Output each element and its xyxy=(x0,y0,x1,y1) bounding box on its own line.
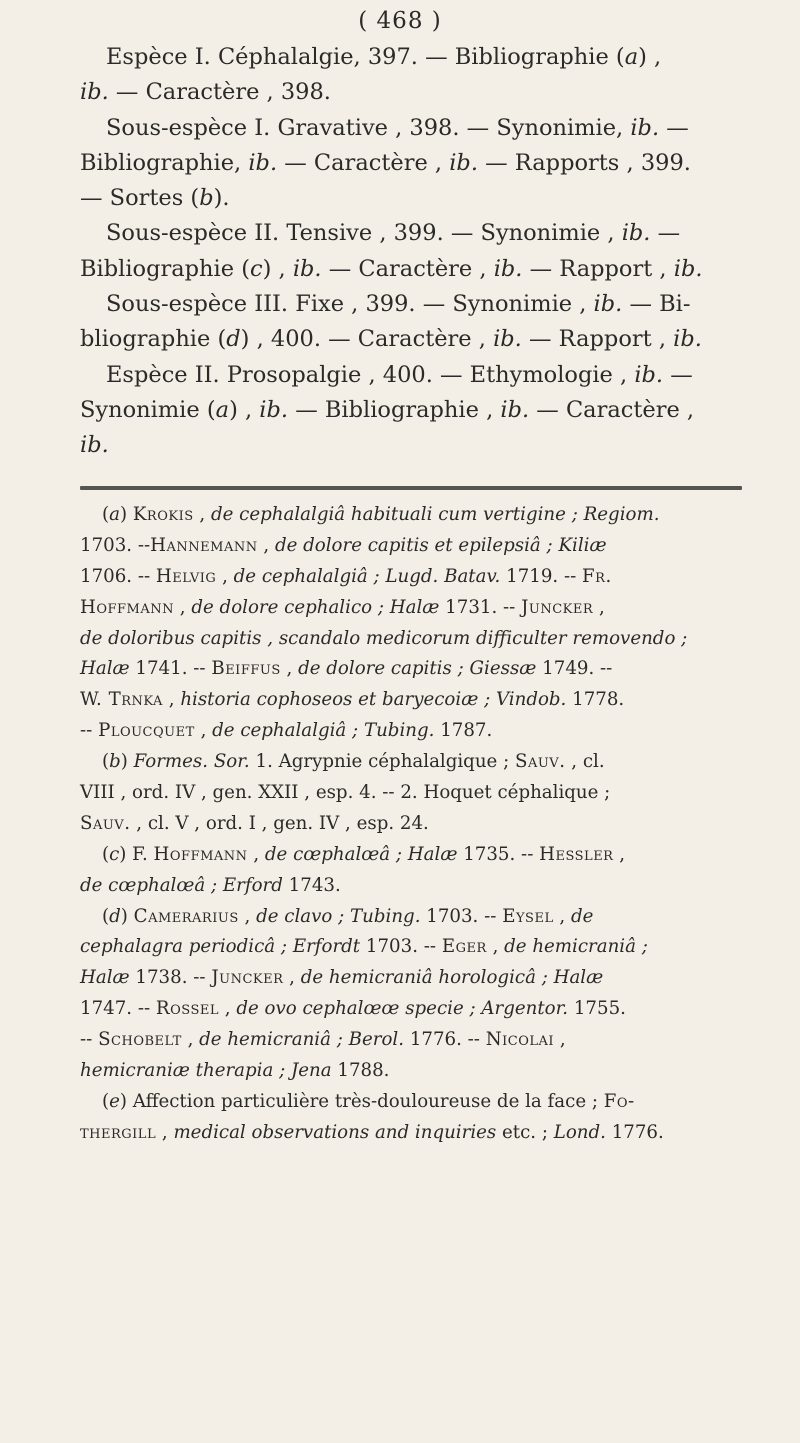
text-segment: — xyxy=(650,220,681,247)
text-segment: 1743. xyxy=(282,874,341,896)
text-segment: c xyxy=(249,255,263,282)
toc-line xyxy=(80,146,740,181)
text-segment: Sous-espèce III. Fixe , 399. — Synonimie , xyxy=(106,291,594,318)
text-segment: de hemicraniâ horologicâ ; Halæ xyxy=(300,967,604,989)
footnote-line xyxy=(80,902,742,933)
text-segment: , xyxy=(554,1029,566,1051)
footnote-line xyxy=(80,654,742,685)
text-segment: W. Trnka xyxy=(80,689,163,711)
footnote-line xyxy=(80,747,742,778)
text-segment: Sous-espèce II. Tensive , 399. — Synonimie , xyxy=(106,220,622,247)
text-segment: thergill xyxy=(80,1121,157,1143)
text-segment: — Sortes ( xyxy=(80,185,200,212)
text-segment: 1749. -- xyxy=(536,658,613,680)
text-segment: cephalagra periodicâ ; Erfordt xyxy=(80,936,361,958)
text-segment: ) xyxy=(119,504,133,525)
toc-line xyxy=(80,181,740,216)
text-segment: 1735. -- xyxy=(457,843,540,865)
text-segment: — xyxy=(659,114,689,141)
text-segment: a xyxy=(109,504,120,525)
text-segment: Hessler xyxy=(539,843,614,865)
toc-line xyxy=(80,322,740,357)
text-segment: Synonimie ( xyxy=(80,396,216,423)
text-segment: Fr. xyxy=(582,565,612,587)
text-segment: , xyxy=(553,905,571,927)
text-segment: d xyxy=(226,326,241,353)
text-segment: , xyxy=(181,1029,200,1051)
text-segment: Helvig xyxy=(155,565,217,587)
text-segment: Ploucquet xyxy=(98,720,195,742)
text-segment: hemicraniæ therapia ; Jena xyxy=(80,1060,332,1082)
text-segment: ib. xyxy=(493,326,522,353)
footnote-line xyxy=(80,994,742,1025)
footnotes xyxy=(80,500,742,1149)
page-number: ( 468 ) xyxy=(358,8,442,34)
text-segment: Halæ xyxy=(80,658,130,680)
text-segment: 1787. xyxy=(434,720,493,742)
text-segment: ib. xyxy=(449,149,478,176)
text-segment: ib. xyxy=(593,291,623,318)
text-segment: ib. xyxy=(248,149,278,176)
text-segment: Espèce I. Céphalalgie, 397. — Bibliographie ( xyxy=(106,44,625,70)
separator-rule xyxy=(80,486,742,490)
text-segment: Sauv. xyxy=(515,751,566,773)
text-segment: de cephalalgiâ habituali cum vertigine ; Regiom. xyxy=(211,504,660,525)
text-segment: — Bibliographie , xyxy=(288,396,501,423)
footnote-line xyxy=(80,500,742,531)
text-segment: , cl. xyxy=(565,751,605,773)
text-segment: c xyxy=(109,843,120,865)
text-segment: , cl. V , ord. I , gen. IV , esp. 24. xyxy=(130,812,429,834)
text-segment: ib. xyxy=(630,114,660,141)
text-segment: ) , xyxy=(229,396,260,423)
text-segment: -- xyxy=(80,720,99,742)
text-segment: — Rapport , xyxy=(521,326,674,353)
text-segment: ( xyxy=(102,751,110,773)
footnote-line xyxy=(80,840,742,871)
text-segment: — Caractère , xyxy=(277,149,450,176)
text-segment: ib. xyxy=(673,326,702,353)
text-segment: ib. xyxy=(500,396,530,423)
text-segment: , xyxy=(593,596,605,618)
text-segment: — Caractère , xyxy=(529,396,695,423)
text-segment: ib. xyxy=(80,432,109,459)
text-segment: Schobelt xyxy=(98,1029,182,1051)
text-segment: ib. xyxy=(292,255,322,282)
toc-line xyxy=(80,40,740,75)
text-segment: a xyxy=(215,396,230,423)
table-of-contents xyxy=(80,40,740,464)
text-segment: ) xyxy=(120,751,134,773)
footnote-line xyxy=(80,685,742,716)
text-segment: 1703. -- xyxy=(420,905,503,927)
text-segment: 1738. -- xyxy=(129,967,212,989)
toc-line xyxy=(80,75,740,110)
toc-line xyxy=(80,358,740,393)
text-segment: Lond. xyxy=(553,1121,606,1143)
footnote-line xyxy=(80,562,742,593)
text-segment: , xyxy=(257,534,275,556)
text-segment: 1778. xyxy=(566,689,625,711)
text-segment: — Rapport , xyxy=(522,255,674,282)
text-segment: -- xyxy=(80,1029,99,1051)
footnote-line xyxy=(80,871,742,902)
text-segment: 1706. -- xyxy=(80,565,156,587)
text-segment: bliographie ( xyxy=(80,326,227,353)
text-segment: Nicolai xyxy=(485,1029,555,1051)
footnote-line xyxy=(80,593,742,624)
footnote-line xyxy=(80,778,742,809)
text-segment: 1755. xyxy=(568,998,626,1020)
text-segment: historia cophoseos et baryecoiæ ; Vindob. xyxy=(180,689,567,711)
text-segment: , xyxy=(283,967,301,989)
text-segment: ) , 400. — Caractère , xyxy=(240,326,494,353)
text-segment: ib. xyxy=(80,79,109,106)
footnote-line xyxy=(80,1025,742,1056)
text-segment: de cœphalœâ ; Halæ xyxy=(264,843,458,865)
text-segment: — Rapports , 399. xyxy=(477,149,691,176)
text-segment: , xyxy=(162,689,181,711)
text-segment: ) , xyxy=(638,44,662,70)
text-segment: 1776. xyxy=(605,1121,664,1143)
text-segment: ( xyxy=(102,504,110,525)
text-segment: Espèce II. Prosopalgie , 400. — Ethymologie , xyxy=(106,361,635,388)
toc-line xyxy=(80,393,740,428)
text-segment: 1741. -- xyxy=(129,658,212,680)
text-segment: , xyxy=(218,998,237,1020)
text-segment: etc. ; xyxy=(496,1121,554,1143)
text-segment: de hemicraniâ ; Berol. xyxy=(199,1029,405,1051)
text-segment: de cephalalgiâ ; Lugd. Batav. xyxy=(233,565,501,587)
toc-line xyxy=(80,111,740,146)
footnote-line xyxy=(80,1056,742,1087)
text-segment: ). xyxy=(213,185,230,212)
text-segment: ib. xyxy=(621,220,651,247)
text-segment: , xyxy=(613,843,626,865)
text-segment: ) F. xyxy=(119,843,154,865)
text-segment: — xyxy=(663,361,693,388)
footnote-line xyxy=(80,1118,742,1149)
toc-line xyxy=(80,252,740,287)
footnote-line xyxy=(80,624,742,655)
text-segment: 1747. -- xyxy=(80,998,156,1020)
text-segment: Bibliographie, xyxy=(80,149,249,176)
text-segment: de dolore cephalico ; Halæ xyxy=(191,596,440,618)
text-segment: ( xyxy=(102,1090,110,1112)
text-segment: Beiffus xyxy=(211,658,281,680)
text-segment: de xyxy=(570,905,594,927)
text-segment: , xyxy=(193,504,211,525)
text-segment: medical observations and inquiries xyxy=(173,1121,497,1143)
text-segment: , xyxy=(280,658,299,680)
text-segment: Camerarius xyxy=(133,905,239,927)
text-segment: , xyxy=(238,905,257,927)
footnote-line xyxy=(80,1087,742,1118)
text-segment: 1719. -- xyxy=(500,565,583,587)
text-segment: VIII , ord. IV , gen. XXII , esp. 4. -- 2. Hoquet céphalique ; xyxy=(80,782,611,804)
footnote-line xyxy=(80,963,742,994)
text-segment: Halæ xyxy=(80,967,130,989)
text-segment: ib. xyxy=(634,361,664,388)
text-segment: Sous-espèce I. Gravative , 398. — Synonimie, xyxy=(106,114,631,141)
text-segment: Rossel xyxy=(155,998,219,1020)
text-segment: de hemicraniâ ; xyxy=(504,936,648,958)
text-segment: Formes. Sor. xyxy=(133,751,250,773)
text-segment: Eger xyxy=(441,936,487,958)
text-segment: de ovo cephalœœ specie ; Argentor. xyxy=(236,998,569,1020)
text-segment: ) , xyxy=(262,255,293,282)
text-segment: Hoffmann xyxy=(80,596,175,618)
text-segment: — Caractère , xyxy=(321,255,494,282)
text-segment: a xyxy=(624,44,639,70)
text-segment: 1788. xyxy=(331,1060,390,1082)
text-segment: Krokis xyxy=(132,504,194,525)
text-segment: Juncker xyxy=(521,596,594,618)
text-segment: , xyxy=(156,1121,174,1143)
toc-line xyxy=(80,287,740,322)
text-segment: ) xyxy=(120,905,134,927)
text-segment: 1731. -- xyxy=(439,596,522,618)
text-segment: 1703. -- xyxy=(80,534,151,556)
text-segment: — Caractère , 398. xyxy=(108,79,331,106)
text-segment: , xyxy=(247,843,265,865)
text-segment: de doloribus capitis , scandalo medicorum difficulter removendo ; xyxy=(80,627,688,649)
footnote-line xyxy=(80,932,742,963)
text-segment: ib. xyxy=(259,396,289,423)
text-segment: Hannemann xyxy=(150,534,258,556)
text-segment: , xyxy=(174,596,192,618)
text-segment: Fo- xyxy=(603,1090,635,1112)
text-segment: Bibliographie ( xyxy=(80,255,250,282)
text-segment: , xyxy=(216,565,234,587)
text-segment: ) Affection particulière très-douloureuse de la face ; xyxy=(119,1090,604,1112)
text-segment: 1776. -- xyxy=(404,1029,486,1051)
footnote-line xyxy=(80,716,742,747)
text-segment: — Bi- xyxy=(622,291,691,318)
footnote-line xyxy=(80,531,742,562)
text-segment: de cephalalgiâ ; Tubing. xyxy=(212,720,435,742)
text-segment: , xyxy=(194,720,213,742)
text-segment: , xyxy=(486,936,505,958)
toc-line xyxy=(80,428,740,463)
text-segment: Eysel xyxy=(502,905,554,927)
text-segment: de dolore capitis ; Giessæ xyxy=(298,658,537,680)
text-segment: de clavo ; Tubing. xyxy=(256,905,421,927)
text-segment: Juncker xyxy=(211,967,284,989)
text-segment: Sauv. xyxy=(80,812,131,834)
text-segment: de dolore capitis et epilepsiâ ; Kiliæ xyxy=(274,534,607,556)
text-segment: 1703. -- xyxy=(360,936,442,958)
text-segment: 1. Agrypnie céphalalgique ; xyxy=(249,751,515,773)
toc-line xyxy=(80,216,740,251)
text-segment: de cœphalœâ ; Erford xyxy=(80,874,283,896)
text-segment: b xyxy=(199,185,214,212)
text-segment: e xyxy=(109,1090,120,1112)
text-segment: ib. xyxy=(493,255,523,282)
text-segment: ib. xyxy=(673,255,703,282)
footnote-line xyxy=(80,809,742,840)
text-segment: ( xyxy=(102,843,110,865)
text-segment: b xyxy=(109,751,121,773)
text-segment: Hoffmann xyxy=(153,843,248,865)
text-segment: ( xyxy=(102,905,110,927)
text-segment: d xyxy=(109,905,121,927)
